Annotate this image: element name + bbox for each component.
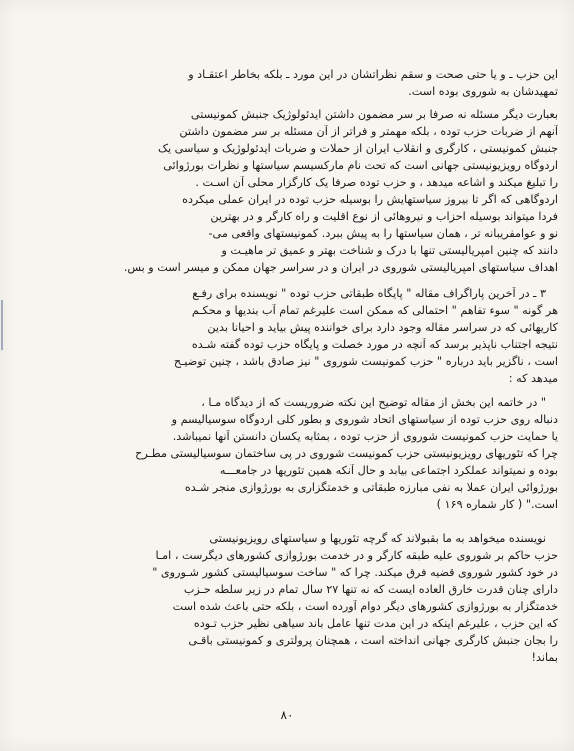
- citation-line: است." ( کار شماره ۱۶۹ ): [436, 498, 558, 511]
- text-line: جنبش کمونیستی ، کارگری و انقلاب ایران از حملات و ضربات ایدئولوژیک و سیاسی یک: [158, 142, 558, 155]
- text-line: نویسنده میخواهد به ما بقبولاند که گرچه تئوریها و سیاستهای رویزیونیستی: [209, 532, 546, 545]
- text-line: ۳ ـ در آخرین پاراگراف مقاله " پایگاه طبقاتی حزب توده " نویسنده برای رفـع: [192, 287, 546, 300]
- text-line: تمهیدشان به شوروی بوده است.: [408, 85, 558, 98]
- text-line: است ، ناگزیر باید درباره " حزب کمونیست شوروی " نیز صادق باشد ، چنین توضیـح: [173, 355, 558, 368]
- text-line: کاریهائی که در سراسر مقاله وجود دارد برای خواننده پیش بیاید و احیانا بدین: [207, 321, 558, 334]
- text-line: را بجان جنبش کارگری جهانی انداخته است ، همچنان پرولتری و کمونیستی باقـی: [188, 634, 558, 647]
- text-line: که این حزب ، علیرغم اینکه در این مدت تنها عامل باند سیاهی نظیر حزب تـوده: [193, 617, 558, 630]
- text-line: فردا میتواند بوسیله احزاب و نیروهائی از نوع اقلیت و راه کارگر و در بهترین: [210, 210, 558, 223]
- quote-line: " در خاتمه این بخش از مقاله توضیح این نکته ضروریست که از دیدگاه مـا ،: [201, 396, 546, 409]
- text-line: دارای چنان قدرت خارق العاده ایست که نه تنها ۲۷ سال تمام در زیر سلطه حـزب: [183, 583, 558, 596]
- text-line: هر گونه " سوء تفاهم " احتمالی که ممکن است علیرغم تمام آب بندیها و محکـم: [191, 304, 558, 317]
- quote-line: یا حمایت حزب کمونیست شوروی از حزب توده ، بمثابه یکسان دانستن آنها نمیباشد.: [172, 430, 558, 443]
- page-number: ۸۰: [280, 708, 294, 722]
- text-line: خدمتگزار به بورژوازی کشورهای دیگر دوام آورده است ، بلکه حتی باعث شده است: [172, 600, 558, 613]
- text-line: اردوگاه رویزیونیستی جهانی است که تحت نام مارکسیسم سیاستها و نظرات بورژوائی: [163, 159, 558, 172]
- text-line: این حزب ـ و یا حتی صحت و سقم نظراتشان در این مورد ـ بلکه بخاطر اعتقـاد و: [188, 68, 558, 81]
- quote-line: چرا که تئوریهای رویزیونیستی حزب کمونیست شوروی در پی ساختمان سوسیالیستی مطـرح: [135, 447, 558, 460]
- text-line: در خود کشور شوروی قضیه فرق میکند. چرا که " ساخت سوسیالیستی کشور شـوروی ": [152, 566, 558, 579]
- text-line: بعبارت دیگر مسئله نه صرفا بر سر مضمون داشتن ایدئولوژیک جنبش کمونیستی: [190, 108, 558, 121]
- text-line: نو و عوامفریبانه تر ، همان سیاستها را به پیش ببرد. کمونیستهای واقعی می-: [208, 227, 558, 240]
- text-line: آنهم از ضربات حزب توده ، بلکه مهمتر و فراتر از آن مسئله بر سر مضمون داشتن: [179, 125, 558, 138]
- text-line: بماند!: [531, 651, 558, 664]
- quote-line: بوده و نمیتواند عملکرد اجتماعی بیابد و حال آنکه همین تئوریها در جامعـــه: [219, 464, 558, 477]
- text-line: اهداف سیاستهای امپریالیستی شوروی در ایران و در سراسر جهان ممکن و میسر است و بس.: [123, 261, 558, 274]
- text-line: میدهد که :: [508, 372, 558, 385]
- text-line: حزب حاکم بر شوروی علیه طبقه کارگر و در خدمت بورژوازی کشورهای دیگرست ، امـا: [155, 549, 558, 562]
- text-line: دانند که چنین امپریالیستی تنها با درک و شناخت بهتر و عمیق تر ماهیـت و: [221, 244, 558, 257]
- margin-mark: [1, 300, 11, 350]
- text-line: اردوگاهی که اگر تا بیروز سیاستهایش را بوسیله حزب توده در ایران عملی میکرده: [182, 193, 558, 206]
- quote-line: بورژوائی ایران عملا به نفی مبارزه طبقاتی و خدمتگزاری به بورژوازی منجر شـده: [184, 481, 558, 494]
- quote-line: دنباله روی حزب توده از سیاستهای اتحاد شوروی و بطور کلی اردوگاه سوسیالیسم و: [171, 413, 558, 426]
- text-line: را تبلیغ میکند و اشاعه میدهد ، و حزب توده صرفا یک کارگزار محلی آن اسـت .: [195, 176, 558, 189]
- text-line: نتیجه اجتناب ناپذیر برسد که آنچه در مورد خصلت و پایگاه حزب توده گفته شـده: [191, 338, 558, 351]
